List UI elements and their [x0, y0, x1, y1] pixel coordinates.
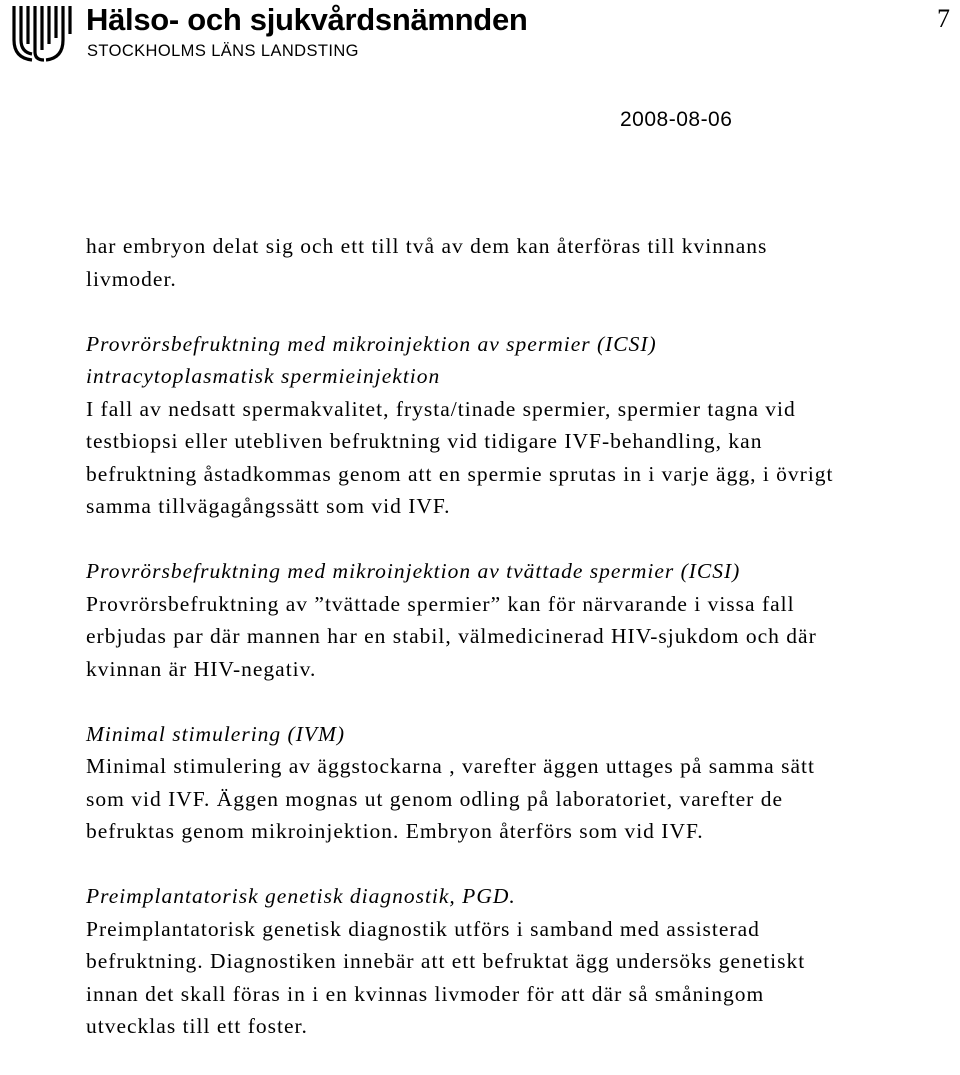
section-ivm [86, 718, 946, 848]
paragraph-line: testbiopsi eller utebliven befruktning vid tidigare IVF-behandling, kan [86, 429, 763, 453]
section-heading: Provrörsbefruktning med mikroinjektion av spermier (ICSI) [86, 331, 657, 356]
section-icsi-washed [86, 555, 946, 685]
landsting-logo-icon [6, 4, 78, 62]
intro-paragraph [86, 230, 946, 295]
paragraph-line: befruktning åstadkommas genom att en spermie sprutas in i varje ägg, i övrigt [86, 461, 834, 486]
paragraph-line: erbjudas par där mannen har en stabil, välmedicinerad HIV-sjukdom och där [86, 624, 817, 648]
section-pgd [86, 880, 946, 1043]
section-icsi [86, 328, 946, 523]
org-subtitle: STOCKHOLMS LÄNS LANDSTING [87, 42, 359, 60]
page-number: 7 [937, 4, 950, 33]
paragraph-line: livmoder. [86, 266, 177, 291]
paragraph-line: har embryon delat sig och ett till två av dem kan återföras till kvinnans [86, 234, 768, 258]
section-heading: Minimal stimulering (IVM) [86, 721, 346, 746]
page-header [0, 0, 960, 70]
paragraph-line: befruktning. Diagnostiken innebär att ett befruktat ägg undersöks genetiskt [86, 949, 806, 973]
paragraph-line: I fall av nedsatt spermakvalitet, frysta/tinade spermier, spermier tagna vid [86, 396, 796, 421]
paragraph-line: samma tillvägagångssätt som vid IVF. [86, 494, 451, 518]
paragraph-line: befruktas genom mikroinjektion. Embryon återförs som vid IVF. [86, 819, 704, 843]
section-heading: Provrörsbefruktning med mikroinjektion av tvättade spermier (ICSI) [86, 559, 741, 583]
paragraph-line: innan det skall föras in i en kvinnas livmoder för att där så småningom [86, 981, 765, 1006]
paragraph-line: utvecklas till ett foster. [86, 1014, 308, 1038]
document-body [86, 230, 946, 1075]
section-subheading: intracytoplasmatisk spermieinjektion [86, 364, 441, 388]
section-heading: Preimplantatorisk genetisk diagnostik, PGD. [86, 884, 516, 908]
paragraph-line: som vid IVF. Äggen mognas ut genom odling på laboratoriet, varefter de [86, 786, 784, 811]
org-name: Hälso- och sjukvårdsnämnden [86, 2, 528, 37]
document-date: 2008-08-06 [620, 108, 733, 131]
paragraph-line: Provrörsbefruktning av ”tvättade spermier” kan för närvarande i vissa fall [86, 591, 795, 616]
paragraph-line: Minimal stimulering av äggstockarna , varefter äggen uttages på samma sätt [86, 754, 815, 778]
paragraph-line: Preimplantatorisk genetisk diagnostik utförs i samband med assisterad [86, 916, 760, 941]
paragraph-line: kvinnan är HIV-negativ. [86, 656, 317, 681]
